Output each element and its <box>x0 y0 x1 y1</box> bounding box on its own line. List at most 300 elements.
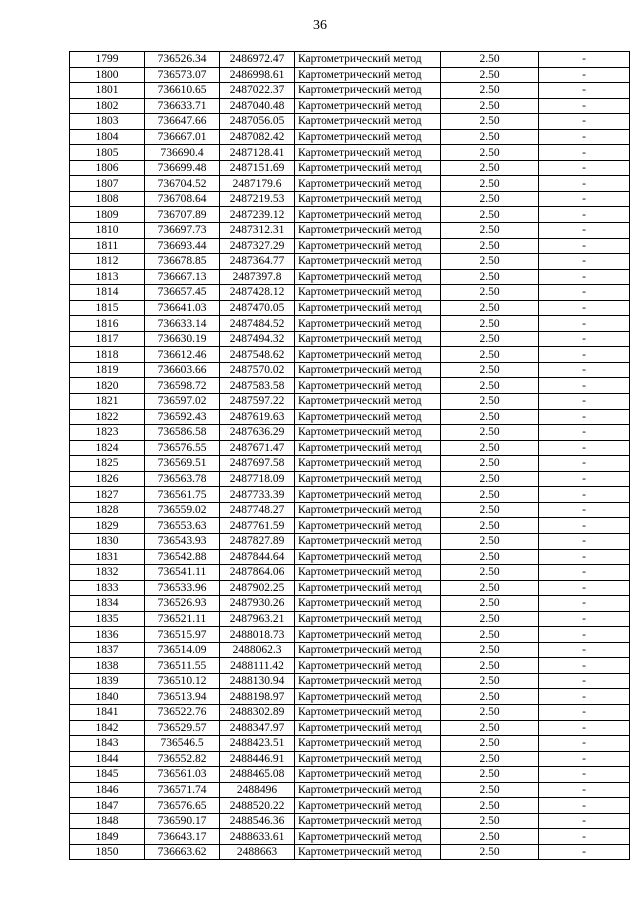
coord-y-cell: 2488496 <box>220 782 295 798</box>
note-cell: - <box>539 114 630 130</box>
coord-y-cell: 2487718.09 <box>220 471 295 487</box>
table-row <box>70 98 630 114</box>
accuracy-cell: 2.50 <box>441 409 539 425</box>
accuracy-cell: 2.50 <box>441 596 539 612</box>
method-cell: Картометрический метод <box>295 533 441 549</box>
method-cell: Картометрический метод <box>295 67 441 83</box>
coord-y-cell: 2488130.94 <box>220 673 295 689</box>
accuracy-cell: 2.50 <box>441 347 539 363</box>
method-cell: Картометрический метод <box>295 829 441 845</box>
point-number-cell: 1815 <box>70 300 145 316</box>
coord-x-cell: 736597.02 <box>145 394 220 410</box>
coord-x-cell: 736542.88 <box>145 549 220 565</box>
coord-y-cell: 2488018.73 <box>220 627 295 643</box>
point-number-cell: 1835 <box>70 611 145 627</box>
table-row <box>70 596 630 612</box>
coord-x-cell: 736678.85 <box>145 254 220 270</box>
coord-y-cell: 2487151.69 <box>220 160 295 176</box>
method-cell: Картометрический метод <box>295 114 441 130</box>
accuracy-cell: 2.50 <box>441 549 539 565</box>
note-cell: - <box>539 409 630 425</box>
table-row <box>70 440 630 456</box>
coord-y-cell: 2488062.3 <box>220 642 295 658</box>
coord-x-cell: 736515.97 <box>145 627 220 643</box>
method-cell: Картометрический метод <box>295 565 441 581</box>
point-number-cell: 1843 <box>70 736 145 752</box>
point-number-cell: 1821 <box>70 394 145 410</box>
coord-x-cell: 736667.13 <box>145 269 220 285</box>
accuracy-cell: 2.50 <box>441 145 539 161</box>
note-cell: - <box>539 425 630 441</box>
note-cell: - <box>539 67 630 83</box>
coord-y-cell: 2487470.05 <box>220 300 295 316</box>
point-number-cell: 1824 <box>70 440 145 456</box>
note-cell: - <box>539 844 630 860</box>
point-number-cell: 1833 <box>70 580 145 596</box>
accuracy-cell: 2.50 <box>441 487 539 503</box>
coord-x-cell: 736529.57 <box>145 720 220 736</box>
note-cell: - <box>539 642 630 658</box>
coord-x-cell: 736513.94 <box>145 689 220 705</box>
accuracy-cell: 2.50 <box>441 704 539 720</box>
note-cell: - <box>539 596 630 612</box>
point-number-cell: 1809 <box>70 207 145 223</box>
coord-x-cell: 736707.89 <box>145 207 220 223</box>
note-cell: - <box>539 456 630 472</box>
coord-y-cell: 2487022.37 <box>220 83 295 99</box>
method-cell: Картометрический метод <box>295 409 441 425</box>
coord-x-cell: 736561.75 <box>145 487 220 503</box>
coord-y-cell: 2488546.36 <box>220 813 295 829</box>
coord-y-cell: 2487327.29 <box>220 238 295 254</box>
note-cell: - <box>539 549 630 565</box>
coord-y-cell: 2488302.89 <box>220 704 295 720</box>
table-row <box>70 658 630 674</box>
method-cell: Картометрический метод <box>295 191 441 207</box>
coord-x-cell: 736576.55 <box>145 440 220 456</box>
method-cell: Картометрический метод <box>295 782 441 798</box>
point-number-cell: 1816 <box>70 316 145 332</box>
point-number-cell: 1817 <box>70 331 145 347</box>
point-number-cell: 1808 <box>70 191 145 207</box>
method-cell: Картометрический метод <box>295 549 441 565</box>
coord-x-cell: 736553.63 <box>145 518 220 534</box>
point-number-cell: 1811 <box>70 238 145 254</box>
point-number-cell: 1841 <box>70 704 145 720</box>
point-number-cell: 1845 <box>70 767 145 783</box>
point-number-cell: 1804 <box>70 129 145 145</box>
note-cell: - <box>539 471 630 487</box>
method-cell: Картометрический метод <box>295 145 441 161</box>
accuracy-cell: 2.50 <box>441 98 539 114</box>
note-cell: - <box>539 207 630 223</box>
table-row <box>70 813 630 829</box>
note-cell: - <box>539 129 630 145</box>
table-row <box>70 67 630 83</box>
note-cell: - <box>539 238 630 254</box>
coord-x-cell: 736586.58 <box>145 425 220 441</box>
note-cell: - <box>539 502 630 518</box>
method-cell: Картометрический метод <box>295 642 441 658</box>
point-number-cell: 1838 <box>70 658 145 674</box>
table-row <box>70 782 630 798</box>
coord-x-cell: 736552.82 <box>145 751 220 767</box>
note-cell: - <box>539 83 630 99</box>
note-cell: - <box>539 611 630 627</box>
coord-x-cell: 736708.64 <box>145 191 220 207</box>
coord-y-cell: 2486998.61 <box>220 67 295 83</box>
coord-x-cell: 736647.66 <box>145 114 220 130</box>
coord-y-cell: 2487548.62 <box>220 347 295 363</box>
table-row <box>70 83 630 99</box>
method-cell: Картометрический метод <box>295 440 441 456</box>
point-number-cell: 1836 <box>70 627 145 643</box>
accuracy-cell: 2.50 <box>441 300 539 316</box>
coord-y-cell: 2488111.42 <box>220 658 295 674</box>
accuracy-cell: 2.50 <box>441 627 539 643</box>
note-cell: - <box>539 440 630 456</box>
point-number-cell: 1822 <box>70 409 145 425</box>
method-cell: Картометрический метод <box>295 378 441 394</box>
coord-x-cell: 736543.93 <box>145 533 220 549</box>
coord-y-cell: 2487082.42 <box>220 129 295 145</box>
coord-x-cell: 736657.45 <box>145 285 220 301</box>
coord-x-cell: 736630.19 <box>145 331 220 347</box>
accuracy-cell: 2.50 <box>441 767 539 783</box>
accuracy-cell: 2.50 <box>441 52 539 68</box>
coord-x-cell: 736592.43 <box>145 409 220 425</box>
method-cell: Картометрический метод <box>295 502 441 518</box>
coord-y-cell: 2487428.12 <box>220 285 295 301</box>
point-number-cell: 1810 <box>70 223 145 239</box>
accuracy-cell: 2.50 <box>441 223 539 239</box>
method-cell: Картометрический метод <box>295 658 441 674</box>
table-row <box>70 347 630 363</box>
note-cell: - <box>539 533 630 549</box>
note-cell: - <box>539 347 630 363</box>
point-number-cell: 1850 <box>70 844 145 860</box>
accuracy-cell: 2.50 <box>441 83 539 99</box>
table-row <box>70 829 630 845</box>
note-cell: - <box>539 487 630 503</box>
accuracy-cell: 2.50 <box>441 751 539 767</box>
method-cell: Картометрический метод <box>295 580 441 596</box>
table-row <box>70 145 630 161</box>
point-number-cell: 1825 <box>70 456 145 472</box>
note-cell: - <box>539 565 630 581</box>
accuracy-cell: 2.50 <box>441 331 539 347</box>
accuracy-cell: 2.50 <box>441 720 539 736</box>
note-cell: - <box>539 362 630 378</box>
point-number-cell: 1826 <box>70 471 145 487</box>
coord-x-cell: 736546.5 <box>145 736 220 752</box>
table-row <box>70 720 630 736</box>
note-cell: - <box>539 191 630 207</box>
accuracy-cell: 2.50 <box>441 844 539 860</box>
point-number-cell: 1844 <box>70 751 145 767</box>
note-cell: - <box>539 269 630 285</box>
method-cell: Картометрический метод <box>295 331 441 347</box>
table-row <box>70 129 630 145</box>
accuracy-cell: 2.50 <box>441 580 539 596</box>
method-cell: Картометрический метод <box>295 736 441 752</box>
coord-y-cell: 2487484.52 <box>220 316 295 332</box>
method-cell: Картометрический метод <box>295 269 441 285</box>
accuracy-cell: 2.50 <box>441 67 539 83</box>
method-cell: Картометрический метод <box>295 160 441 176</box>
method-cell: Картометрический метод <box>295 704 441 720</box>
note-cell: - <box>539 580 630 596</box>
coord-y-cell: 2488347.97 <box>220 720 295 736</box>
coord-x-cell: 736697.73 <box>145 223 220 239</box>
table-row <box>70 502 630 518</box>
method-cell: Картометрический метод <box>295 798 441 814</box>
method-cell: Картометрический метод <box>295 316 441 332</box>
coord-y-cell: 2487733.39 <box>220 487 295 503</box>
table-row <box>70 114 630 130</box>
table-row <box>70 269 630 285</box>
accuracy-cell: 2.50 <box>441 782 539 798</box>
note-cell: - <box>539 813 630 829</box>
page-number: 36 <box>313 18 327 33</box>
coord-y-cell: 2487239.12 <box>220 207 295 223</box>
table-row <box>70 844 630 860</box>
accuracy-cell: 2.50 <box>441 471 539 487</box>
accuracy-cell: 2.50 <box>441 456 539 472</box>
coord-x-cell: 736590.17 <box>145 813 220 829</box>
table-row <box>70 471 630 487</box>
accuracy-cell: 2.50 <box>441 269 539 285</box>
coord-y-cell: 2488198.97 <box>220 689 295 705</box>
note-cell: - <box>539 798 630 814</box>
point-number-cell: 1813 <box>70 269 145 285</box>
accuracy-cell: 2.50 <box>441 440 539 456</box>
table-row <box>70 565 630 581</box>
note-cell: - <box>539 176 630 192</box>
table-row <box>70 394 630 410</box>
coord-y-cell: 2487570.02 <box>220 362 295 378</box>
coord-x-cell: 736511.55 <box>145 658 220 674</box>
method-cell: Картометрический метод <box>295 767 441 783</box>
table-row <box>70 191 630 207</box>
method-cell: Картометрический метод <box>295 83 441 99</box>
accuracy-cell: 2.50 <box>441 798 539 814</box>
coord-x-cell: 736704.52 <box>145 176 220 192</box>
coord-x-cell: 736633.14 <box>145 316 220 332</box>
note-cell: - <box>539 689 630 705</box>
point-number-cell: 1823 <box>70 425 145 441</box>
point-number-cell: 1849 <box>70 829 145 845</box>
point-number-cell: 1818 <box>70 347 145 363</box>
table-row <box>70 798 630 814</box>
point-number-cell: 1820 <box>70 378 145 394</box>
coord-x-cell: 736598.72 <box>145 378 220 394</box>
coord-y-cell: 2487671.47 <box>220 440 295 456</box>
table-row <box>70 300 630 316</box>
method-cell: Картометрический метод <box>295 394 441 410</box>
accuracy-cell: 2.50 <box>441 238 539 254</box>
note-cell: - <box>539 223 630 239</box>
method-cell: Картометрический метод <box>295 673 441 689</box>
note-cell: - <box>539 518 630 534</box>
note-cell: - <box>539 720 630 736</box>
point-number-cell: 1801 <box>70 83 145 99</box>
coord-x-cell: 736693.44 <box>145 238 220 254</box>
point-number-cell: 1832 <box>70 565 145 581</box>
table-row <box>70 378 630 394</box>
point-number-cell: 1829 <box>70 518 145 534</box>
note-cell: - <box>539 160 630 176</box>
method-cell: Картометрический метод <box>295 813 441 829</box>
coord-x-cell: 736569.51 <box>145 456 220 472</box>
coord-x-cell: 736643.17 <box>145 829 220 845</box>
coord-x-cell: 736663.62 <box>145 844 220 860</box>
accuracy-cell: 2.50 <box>441 160 539 176</box>
coord-y-cell: 2488446.91 <box>220 751 295 767</box>
accuracy-cell: 2.50 <box>441 378 539 394</box>
coord-y-cell: 2486972.47 <box>220 52 295 68</box>
method-cell: Картометрический метод <box>295 362 441 378</box>
coord-x-cell: 736514.09 <box>145 642 220 658</box>
point-number-cell: 1807 <box>70 176 145 192</box>
coord-x-cell: 736561.03 <box>145 767 220 783</box>
method-cell: Картометрический метод <box>295 98 441 114</box>
note-cell: - <box>539 782 630 798</box>
note-cell: - <box>539 316 630 332</box>
method-cell: Картометрический метод <box>295 223 441 239</box>
coord-y-cell: 2487397.8 <box>220 269 295 285</box>
coord-x-cell: 736576.65 <box>145 798 220 814</box>
coord-x-cell: 736563.78 <box>145 471 220 487</box>
method-cell: Картометрический метод <box>295 627 441 643</box>
note-cell: - <box>539 767 630 783</box>
accuracy-cell: 2.50 <box>441 611 539 627</box>
method-cell: Картометрический метод <box>295 720 441 736</box>
coord-x-cell: 736541.11 <box>145 565 220 581</box>
accuracy-cell: 2.50 <box>441 565 539 581</box>
point-number-cell: 1805 <box>70 145 145 161</box>
table-row <box>70 456 630 472</box>
accuracy-cell: 2.50 <box>441 394 539 410</box>
method-cell: Картометрический метод <box>295 254 441 270</box>
accuracy-cell: 2.50 <box>441 813 539 829</box>
note-cell: - <box>539 52 630 68</box>
coord-y-cell: 2487748.27 <box>220 502 295 518</box>
note-cell: - <box>539 254 630 270</box>
coord-x-cell: 736612.46 <box>145 347 220 363</box>
point-number-cell: 1839 <box>70 673 145 689</box>
coord-y-cell: 2487864.06 <box>220 565 295 581</box>
coord-y-cell: 2487930.26 <box>220 596 295 612</box>
coord-x-cell: 736559.02 <box>145 502 220 518</box>
coord-x-cell: 736667.01 <box>145 129 220 145</box>
note-cell: - <box>539 658 630 674</box>
method-cell: Картометрический метод <box>295 844 441 860</box>
table-row <box>70 207 630 223</box>
coord-x-cell: 736521.11 <box>145 611 220 627</box>
note-cell: - <box>539 394 630 410</box>
coord-x-cell: 736526.34 <box>145 52 220 68</box>
table-row <box>70 751 630 767</box>
point-number-cell: 1828 <box>70 502 145 518</box>
coord-y-cell: 2487312.31 <box>220 223 295 239</box>
table-row <box>70 409 630 425</box>
table-row <box>70 254 630 270</box>
coord-y-cell: 2488465.08 <box>220 767 295 783</box>
table-row <box>70 425 630 441</box>
method-cell: Картометрический метод <box>295 471 441 487</box>
note-cell: - <box>539 673 630 689</box>
method-cell: Картометрический метод <box>295 487 441 503</box>
point-number-cell: 1799 <box>70 52 145 68</box>
table-row <box>70 316 630 332</box>
coord-y-cell: 2487219.53 <box>220 191 295 207</box>
method-cell: Картометрический метод <box>295 300 441 316</box>
coord-y-cell: 2487827.89 <box>220 533 295 549</box>
coord-y-cell: 2488520.22 <box>220 798 295 814</box>
table-row <box>70 611 630 627</box>
note-cell: - <box>539 285 630 301</box>
coord-y-cell: 2487636.29 <box>220 425 295 441</box>
coord-y-cell: 2487619.63 <box>220 409 295 425</box>
point-number-cell: 1803 <box>70 114 145 130</box>
table-row <box>70 331 630 347</box>
method-cell: Картометрический метод <box>295 207 441 223</box>
method-cell: Картометрический метод <box>295 347 441 363</box>
note-cell: - <box>539 300 630 316</box>
accuracy-cell: 2.50 <box>441 736 539 752</box>
coord-x-cell: 736510.12 <box>145 673 220 689</box>
coord-y-cell: 2487597.22 <box>220 394 295 410</box>
note-cell: - <box>539 98 630 114</box>
table-body <box>70 52 630 860</box>
accuracy-cell: 2.50 <box>441 642 539 658</box>
table-row <box>70 160 630 176</box>
table-row <box>70 362 630 378</box>
coord-x-cell: 736610.65 <box>145 83 220 99</box>
note-cell: - <box>539 704 630 720</box>
table-row <box>70 533 630 549</box>
coord-x-cell: 736522.76 <box>145 704 220 720</box>
accuracy-cell: 2.50 <box>441 285 539 301</box>
table-row <box>70 580 630 596</box>
method-cell: Картометрический метод <box>295 456 441 472</box>
method-cell: Картометрический метод <box>295 689 441 705</box>
table-row <box>70 627 630 643</box>
accuracy-cell: 2.50 <box>441 425 539 441</box>
note-cell: - <box>539 751 630 767</box>
table-row <box>70 285 630 301</box>
coord-x-cell: 736699.48 <box>145 160 220 176</box>
accuracy-cell: 2.50 <box>441 129 539 145</box>
accuracy-cell: 2.50 <box>441 191 539 207</box>
note-cell: - <box>539 145 630 161</box>
accuracy-cell: 2.50 <box>441 176 539 192</box>
note-cell: - <box>539 331 630 347</box>
note-cell: - <box>539 378 630 394</box>
coord-y-cell: 2487583.58 <box>220 378 295 394</box>
accuracy-cell: 2.50 <box>441 533 539 549</box>
table-row <box>70 176 630 192</box>
point-number-cell: 1806 <box>70 160 145 176</box>
coord-x-cell: 736573.07 <box>145 67 220 83</box>
point-number-cell: 1847 <box>70 798 145 814</box>
coord-y-cell: 2487056.05 <box>220 114 295 130</box>
method-cell: Картометрический метод <box>295 129 441 145</box>
coord-y-cell: 2487179.6 <box>220 176 295 192</box>
point-number-cell: 1830 <box>70 533 145 549</box>
accuracy-cell: 2.50 <box>441 207 539 223</box>
